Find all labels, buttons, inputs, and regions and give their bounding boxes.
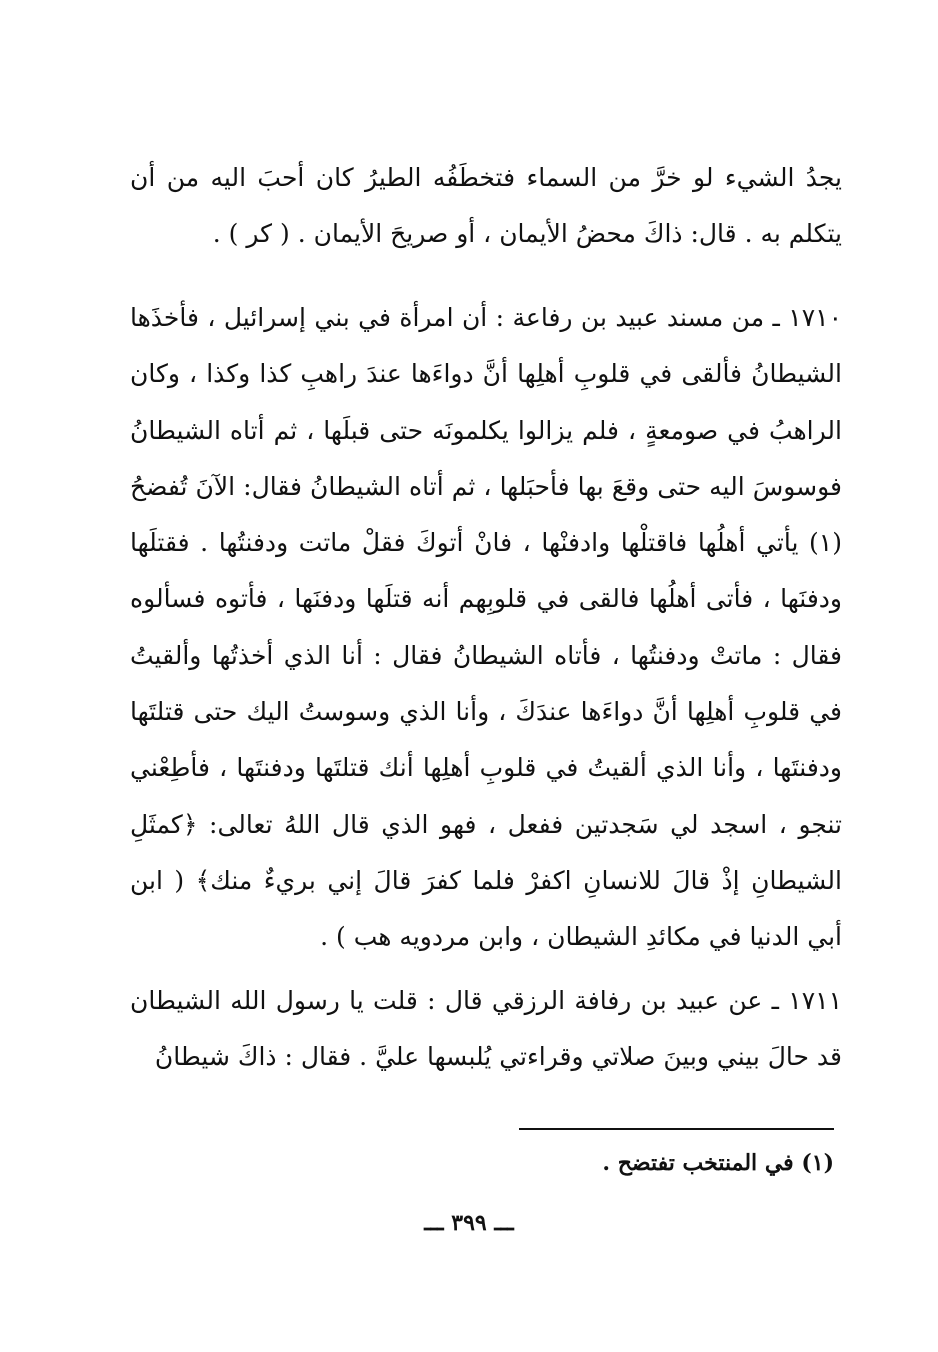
- paragraph-1711: [130, 973, 842, 1086]
- paragraph-1710-text: ١٧١٠ ـ من مسند عبيد بن رفاعة : أن امرأة في بني إسرائيل ، فأخذَها الشيطانُ فألقى في قلوبِ أهلِها أنَّ دواءَها عندَ راهبِ كذا وكذا ، وكان الراهبُ في صومعةٍ ، فلم يزالوا يكلمونَه حتى قبلَها ، ثم أتاه الشيطانُ فوسوسَ اليه حتى وقعَ بها فأحبَلها ، ثم أتاه الشيطانُ فقال: الآنَ تُفضحُ (١) يأتي أهلُها فاقتلْها وادفنْها ، فانْ أتوكَ فقلْ ماتت ودفنتُها . فقتلَها ودفنَها ، فأتى أهلُها فالقى في قلوبِهم أنه قتلَها ودفنَها ، فأتوه فسألوه فقال : ماتتْ ودفنتُها ، فأتاه الشيطانُ فقال : أنا الذي أخذتُها وألقيتُ في قلوبِ أهلِها أنَّ دواءَها عندَكَ ، وأنا الذي وسوستُ اليك حتى قتلتَها ودفنتَها ، وأنا الذي ألقيتُ في قلوبِ أهلِها أنك قتلتَها ودفنتَها ، فأطِعْني تنجو ، اسجد لي سَجدتين ففعل ، فهو الذي قال اللهُ تعالى: ﴿كمثَلِ الشيطانِ إذْ قالَ للانسانِ اكفرْ فلما كفرَ قالَ إني بريءٌ منك﴾ ( ابن أبي الدنيا في مكائدِ الشيطان ، وابن مردويه هب ) .: [130, 303, 842, 952]
- footnote: (١) في المنتخب تفتضح .: [602, 1150, 834, 1176]
- page-number: ـــ ٣٩٩ ـــ: [424, 1210, 514, 1236]
- footnote-separator: [519, 1128, 834, 1130]
- paragraph-intro: [130, 150, 842, 263]
- paragraph-intro-text: يجدُ الشيء لو خرَّ من السماء فتخطَفُه الطيرُ كان أحبَ اليه من أن يتكلم به . قال: ذاكَ محضُ الأيمان ، أو صريحَ الأيمان . ( كر ) .: [130, 163, 842, 249]
- paragraph-1710: [130, 290, 842, 966]
- paragraph-1711-text: ١٧١١ ـ عن عبيد بن رفافة الرزقي قال : قلت يا رسول الله الشيطان قد حالَ بيني وبينَ صلاتي وقراءتي يُلبسها عليَّ . فقال : ذاكَ شيطانُ: [130, 986, 842, 1072]
